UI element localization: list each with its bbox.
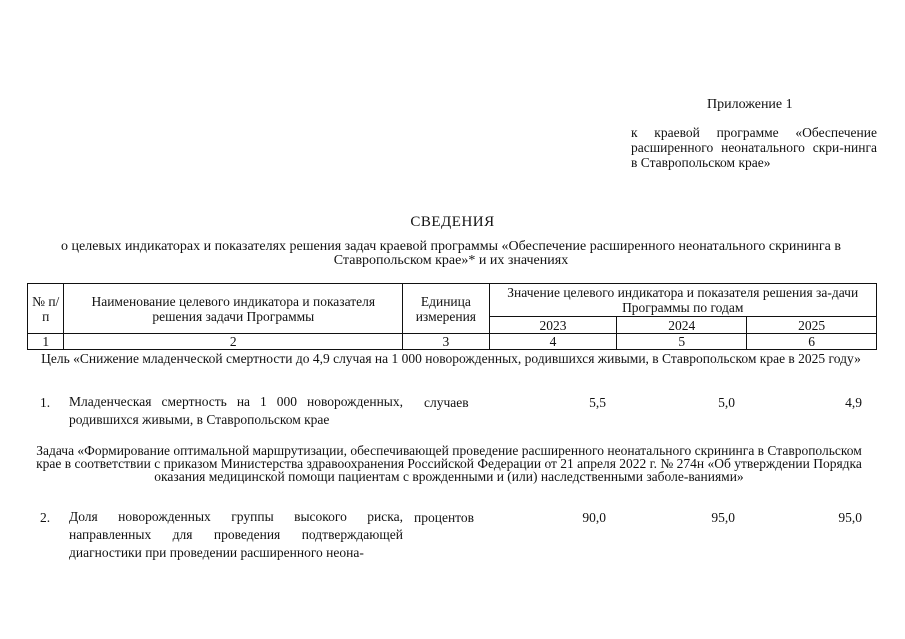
col-values-header: Значение целевого индикатора и показателя решения за-дачи Программы по годам — [489, 284, 876, 317]
year-header: 2025 — [747, 317, 877, 334]
row-number: 1. — [40, 395, 51, 410]
goal-text: Цель «Снижение младенческой смертности до 4,9 случая на 1 000 новорожденных, родившихся живыми, в Ставропольском крае в 2025 году» — [41, 351, 861, 366]
col-number: 3 — [403, 334, 489, 350]
appendix-subtitle: к краевой программе «Обеспечение расширенного неонатального скри-нинга в Ставропольском крае» — [631, 125, 877, 170]
year-header: 2023 — [489, 317, 617, 334]
task-text: Задача «Формирование оптимальной маршрутизации, обеспечивающей проведение расширенного неонатального скрининга в Ставропольском крае в соответствии с приказом Министерства здравоохранения Российской Федерации от 21 апреля 2022 г. № 274н «Об утверждении Порядка оказания медицинской помощи пациентам с врожденными и (или) наследственными заболе-ваниями» — [36, 443, 862, 484]
page-title: СВЕДЕНИЯ — [410, 214, 495, 230]
page-subtitle: о целевых индикаторах и показателях решения задач краевой программы «Обеспечение расширенного неонатального скрининга в Ставропольском крае»* и их значениях — [61, 239, 841, 268]
value-2025: 4,9 — [845, 395, 862, 410]
value-2024: 5,0 — [718, 395, 735, 410]
col-num-header: № п/п — [28, 284, 64, 334]
col-number: 2 — [64, 334, 403, 350]
indicators-table-header — [27, 283, 877, 350]
col-name-header: Наименование целевого индикатора и показателя решения задачи Программы — [64, 284, 403, 334]
indicator-unit: случаев — [424, 395, 469, 410]
indicator-name: Младенческая смертность на 1 000 новорожденных, родившихся живыми, в Ставропольском крае — [69, 394, 403, 427]
col-number: 1 — [28, 334, 64, 350]
value-2024: 95,0 — [711, 510, 735, 525]
col-number: 5 — [617, 334, 747, 350]
row-number: 2. — [40, 510, 51, 525]
year-header: 2024 — [617, 317, 747, 334]
indicator-name: Доля новорожденных группы высокого риска, направленных для проведения подтверждающей диагностики при проведении расширенного неона- — [69, 509, 403, 560]
col-number: 6 — [747, 334, 877, 350]
value-2023: 5,5 — [589, 395, 606, 410]
value-2023: 90,0 — [582, 510, 606, 525]
indicator-unit: процентов — [414, 510, 475, 525]
col-unit-header: Единица измерения — [403, 284, 489, 334]
appendix-label: Приложение 1 — [707, 97, 793, 112]
value-2025: 95,0 — [838, 510, 862, 525]
col-number: 4 — [489, 334, 617, 350]
